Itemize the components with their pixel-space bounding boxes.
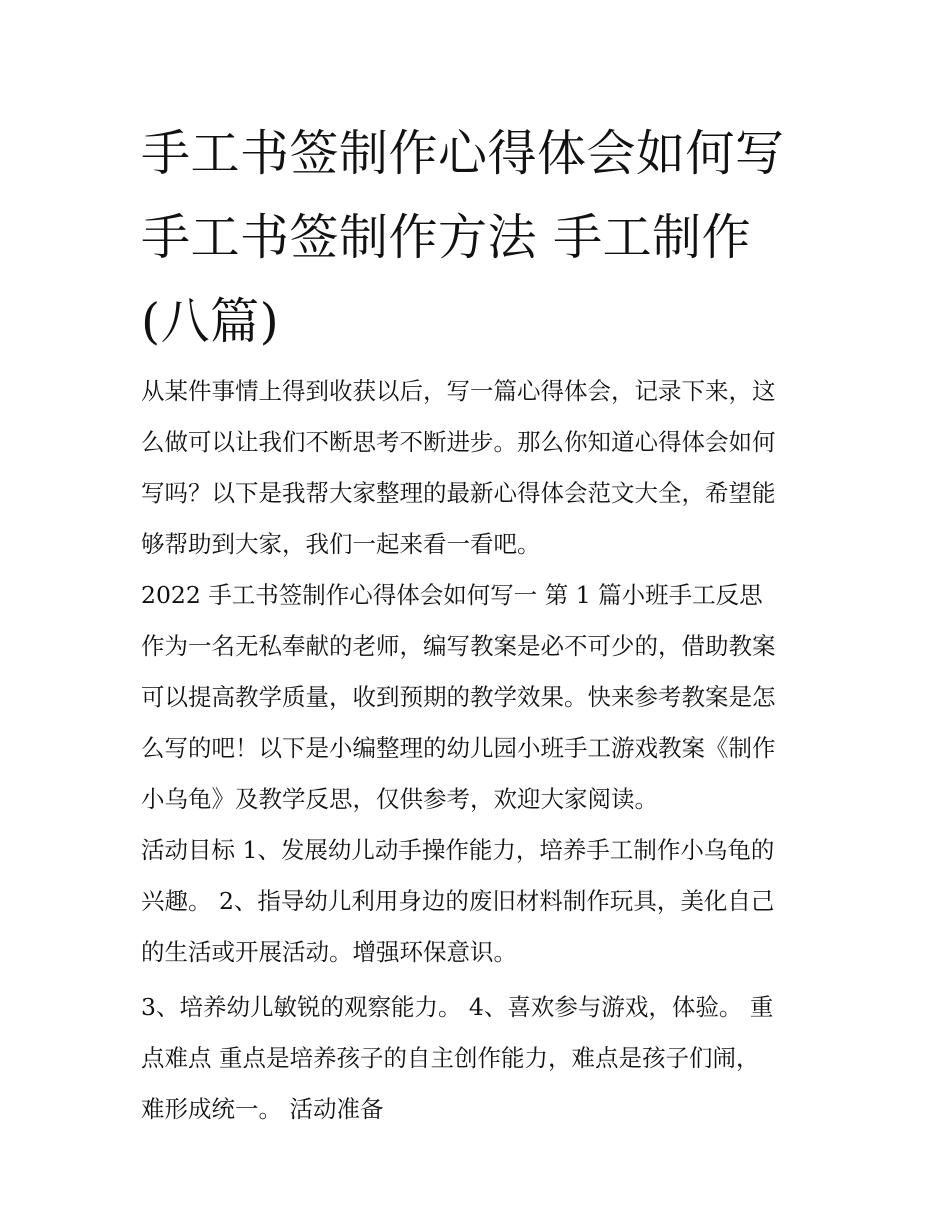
text-line: 3、培养幼儿敏锐的观察能力。 4、喜欢参与游戏，体验。 重 — [141, 993, 774, 1021]
text-line: 兴趣。 2、指导幼儿利用身边的废旧材料制作玩具，美化自己 — [141, 887, 775, 915]
text-line: 难形成统一。 活动准备 — [141, 1095, 384, 1123]
section-paragraph — [141, 621, 813, 825]
text-line: 写吗？以下是我帮大家整理的最新心得体会范文大全，希望能 — [141, 479, 776, 507]
text-line: 从某件事情上得到收获以后，写一篇心得体会，记录下来，这 — [141, 377, 776, 405]
intro-paragraph — [141, 366, 813, 570]
document-title — [141, 112, 813, 364]
document-page — [141, 112, 813, 1135]
text-line: 可以提高教学质量，收到预期的教学效果。快来参考教案是怎 — [141, 683, 776, 711]
text-line: 点难点 重点是培养孩子的自主创作能力，难点是孩子们闹， — [141, 1044, 760, 1072]
title-line: 手工书签制作心得体会如何写 — [141, 125, 785, 182]
text-line: 作为一名无私奉献的老师，编写教案是必不可少的，借助教案 — [141, 632, 776, 660]
text-line: 的生活或开展活动。增强环保意识。 — [141, 938, 517, 966]
section-heading — [141, 570, 813, 621]
text-line: 够帮助到大家，我们一起来看一看吧。 — [141, 530, 541, 558]
text-line: 小乌龟》及教学反思，仅供参考，欢迎大家阅读。 — [141, 785, 658, 813]
title-line: 手工书签制作方法 手工制作 — [141, 209, 752, 266]
goals-paragraph — [141, 825, 813, 978]
title-line: (八篇) — [141, 293, 280, 350]
text-line: 活动目标 1、发展幼儿动手操作能力，培养手工制作小乌龟的 — [141, 836, 775, 864]
text-line: 么做可以让我们不断思考不断进步。那么你知道心得体会如何 — [141, 428, 776, 456]
text-line: 么写的吧！以下是小编整理的幼儿园小班手工游戏教案《制作 — [141, 734, 776, 762]
text-line: 2022 手工书签制作心得体会如何写一 第 1 篇小班手工反思 — [141, 581, 763, 609]
goals-continued-paragraph — [141, 982, 813, 1135]
